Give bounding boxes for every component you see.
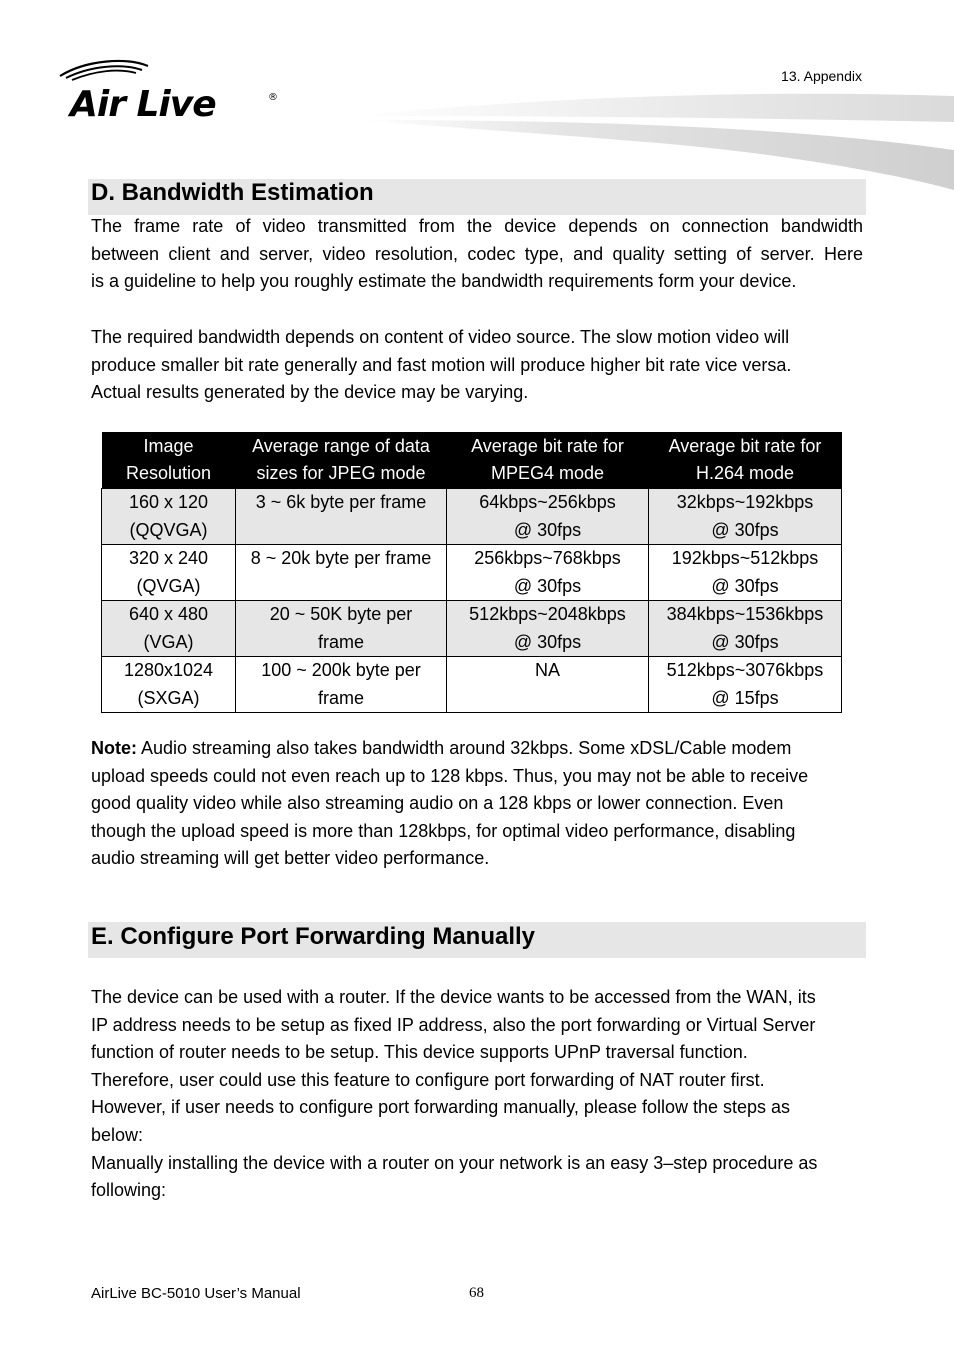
text-line: Actual results generated by the device may be varying. (91, 382, 529, 403)
text-line: However, if user needs to configure port forwarding manually, please follow the steps as (91, 1097, 791, 1118)
text-line: produce smaller bit rate generally and fast motion will produce higher bit rate vice versa. (91, 354, 792, 375)
text-line: function of router needs to be setup. This device supports UPnP traversal function. (91, 1042, 748, 1063)
registered-mark: ® (268, 92, 278, 103)
text-line: The device can be used with a router. If the device wants to be accessed from the WAN, its (91, 987, 816, 1007)
text-line: is a guideline to help you roughly estimate the bandwidth requirements form your device. (91, 271, 797, 292)
table-header-row (102, 432, 842, 489)
table-cell: 320 x 240 (QVGA) (102, 545, 236, 601)
table-cell: 512kbps~3076kbps @ 15fps (649, 657, 842, 713)
bandwidth-table (101, 432, 842, 713)
table-cell: 3 ~ 6k byte per frame (236, 489, 447, 545)
section-e-paragraph (91, 984, 863, 1205)
text-line: Audio streaming also takes bandwidth around 32kbps. Some xDSL/Cable modem (137, 738, 792, 758)
table-cell: 8 ~ 20k byte per frame (236, 545, 447, 601)
note-paragraph (91, 735, 863, 873)
table-cell: 160 x 120 (QQVGA) (102, 489, 236, 545)
table-cell: NA (447, 657, 649, 713)
airlive-logo (56, 58, 286, 122)
text-line: The required bandwidth depends on content of video source. The slow motion video will (91, 327, 790, 347)
text-line: audio streaming will get better video performance. (91, 848, 490, 869)
text-line: though the upload speed is more than 128kbps, for optimal video performance, disabling (91, 820, 796, 841)
text-line: IP address needs to be setup as fixed IP address, also the port forwarding or Virtual Server (91, 1014, 816, 1035)
table-cell: 32kbps~192kbps @ 30fps (649, 489, 842, 545)
table-row (102, 489, 842, 545)
text-line: following: (91, 1180, 167, 1201)
header-h264-bitrate: Average bit rate for H.264 mode (649, 432, 842, 489)
text-line: below: (91, 1124, 144, 1145)
table-cell: 20 ~ 50K byte per frame (236, 601, 447, 657)
logo-text: Air Live (70, 84, 216, 122)
note-label: Note: (91, 738, 137, 758)
table-cell: 512kbps~2048kbps @ 30fps (447, 601, 649, 657)
text-line: Therefore, user could use this feature to configure port forwarding of NAT router first. (91, 1069, 765, 1090)
header-image-resolution: Image Resolution (102, 432, 236, 489)
page-number: 68 (469, 1285, 484, 1301)
table-cell: 192kbps~512kbps @ 30fps (649, 545, 842, 601)
table-row (102, 545, 842, 601)
table-cell: 64kbps~256kbps @ 30fps (447, 489, 649, 545)
header-mpeg4-bitrate: Average bit rate for MPEG4 mode (447, 432, 649, 489)
header-jpeg-size: Average range of data sizes for JPEG mode (236, 432, 447, 489)
table-cell: 1280x1024 (SXGA) (102, 657, 236, 713)
section-e-title: E. Configure Port Forwarding Manually (91, 923, 536, 950)
table-cell: 100 ~ 200k byte per frame (236, 657, 447, 713)
text-line: good quality video while also streaming audio on a 128 kbps or lower connection. Even (91, 793, 784, 814)
text-line: The frame rate of video transmitted from the device depends on connection bandwidth (91, 216, 863, 236)
section-d-paragraph-1 (91, 213, 863, 296)
footer-manual-title: AirLive BC-5010 User’s Manual (91, 1285, 301, 1302)
section-d-paragraph-2 (91, 324, 863, 407)
chapter-label: 13. Appendix (781, 68, 862, 84)
text-line: between client and server, video resolution, codec type, and quality setting of server. Here (91, 243, 863, 264)
table-row (102, 657, 842, 713)
table-cell: 640 x 480 (VGA) (102, 601, 236, 657)
table-cell: 256kbps~768kbps @ 30fps (447, 545, 649, 601)
text-line: upload speeds could not even reach up to 128 kbps. Thus, you may not be able to receive (91, 765, 809, 786)
text-line: Manually installing the device with a router on your network is an easy 3–step procedure as (91, 1152, 818, 1173)
section-d-title: D. Bandwidth Estimation (91, 179, 374, 206)
table-row (102, 601, 842, 657)
table-cell: 384kbps~1536kbps @ 30fps (649, 601, 842, 657)
